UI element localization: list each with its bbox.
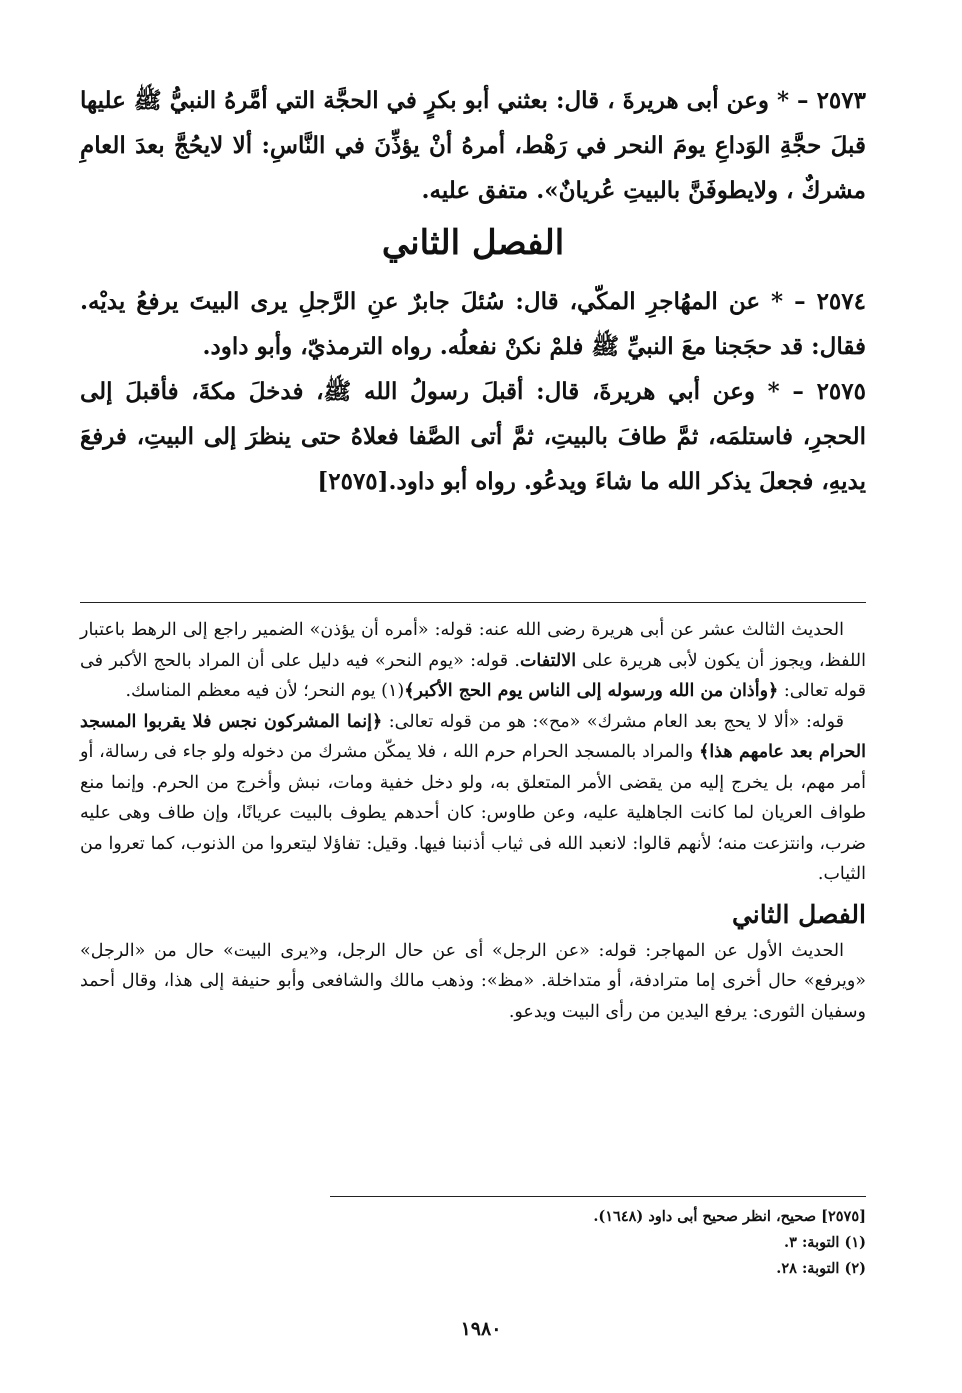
commentary-bold-term: الالتفات [519, 650, 577, 671]
commentary-text: (١) يوم النحر؛ لأن فيه معظم المناسك. [125, 681, 405, 701]
footnote-rule [330, 1196, 866, 1197]
quran-verse: ﴿إنما المشركون نجس فلا يقربوا المسجد الحرام بعد عامهم هذا﴾ [80, 711, 866, 762]
commentary-paragraph-3: الحديث الأول عن المهاجر: قوله: «عن الرجل» أى عن حال الرجل، و«يرى البيت» حال من «الرجل» «ويرفع» حال أخرى إما مترادفة، أو متداخلة. «مظ»: وذهب مالك والشافعى وأبو حنيفة إلى هذا، وقال أحمد وسفيان الثورى: يرفع اليدين من رأى البيت ويدعو. [80, 940, 866, 1022]
quran-verse: ﴿وأذان من الله ورسوله إلى الناس يوم الحج الأكبر﴾ [404, 681, 779, 701]
hadith-2575: ٢٥٧٥ – * وعن أبي هريرةَ، قال: أقبلَ رسولُ الله ﷺ، فدخلَ مكةَ، فأقبلَ إلى الحجرِ، فاستلمَه، ثمَّ طافَ بالبيتِ، ثمَّ أتى الصَّفا فعلاهُ حتى ينظرَ إلى البيتِ، فرفعَ يديهِ، فجعلَ يذكر الله ما شاءَ ويدعُو. رواه أبو داود.[٢٥٧٥] [80, 378, 866, 495]
footnote-2: (٢) التوبة: ٢٨. [776, 1260, 866, 1277]
commentary-text: . قوله: «يوم النحر» فيه دليل على أن المراد بالحج الأكبر فى قوله تعالى: [80, 650, 866, 701]
hadith-2574: ٢٥٧٤ – * عن المهُاجرِ المكّي، قال: سُئلَ جابرٌ عنِ الرَّجلِ يرى البيتَ يرفعُ يديْه. فقال: قد حجَجنا معَ النبيِّ ﷺ فلمْ نكنْ نفعلُه. رواه الترمذيّ، وأبو داود. [80, 288, 866, 360]
commentary [80, 615, 866, 1027]
commentary-paragraph-1 [80, 615, 866, 707]
footnote-1: (١) التوبة: ٣. [784, 1234, 866, 1251]
footnote-grading: [٢٥٧٥] صحيح، انظر صحيح أبى داود (١٦٤٨). [593, 1208, 866, 1225]
main-text [80, 78, 866, 504]
commentary-text: والمراد بالمسجد الحرام حرم الله ، فلا يمكّن مشرك من دخوله ولو جاء فى رسالة، أو أمر مهم، بل يخرج إليه من يقضى الأمر المتعلق به، ولو دخل خفية ومات، نبش وأخرج من الحرم. وإنما منع طواف العريان لما كانت الجاهلية عليه، وعن طاوس: كان أحدهم يطوف بالبيت عريانًا، وإن طاف وهى عليه ضرب، وانتزعت منه؛ لأنهم قالوا: لانعبد الله فى ثياب أذنبنا فيها. وقيل: تفاؤلا ليتعروا من الذنوب، كما تعروا من الثياب. [80, 742, 866, 884]
commentary-paragraph-2 [80, 707, 866, 890]
commentary-text: قوله: «ألا لا يحج بعد العام مشرك» «مح»: هو من قوله تعالى: [382, 711, 844, 732]
page-number: ١٩٨٠ [460, 1318, 502, 1340]
section-title: الفصل الثاني [381, 223, 565, 263]
commentary-section-title: الفصل الثاني [731, 899, 866, 929]
hadith-2573: ٢٥٧٣ – * وعن أبى هريرةَ ، قال: بعثني أبو بكرٍ في الحجَّة التي أمَّرهُ النبيُّ ﷺ عليها قبلَ حجَّةِ الوَداعِ يومَ النحر في رَهْط، أمرهُ أنْ يؤذِّنَ في النَّاسِ: ألا لايحُجَّ بعدَ العامِ مشركٌ ، ولايطوفَنَّ بالبيتِ عُريانٌ». متفق عليه. [80, 87, 866, 204]
commentary-text: الحديث الثالث عشر عن أبى هريرة رضى الله عنه: قوله: «أمره أن يؤذن» الضمير راجع إلى الرهط باعتبار اللفظ، ويجوز أن يكون لأبى هريرة على [80, 620, 866, 671]
divider-rule [80, 602, 866, 603]
footnotes [346, 1204, 866, 1282]
